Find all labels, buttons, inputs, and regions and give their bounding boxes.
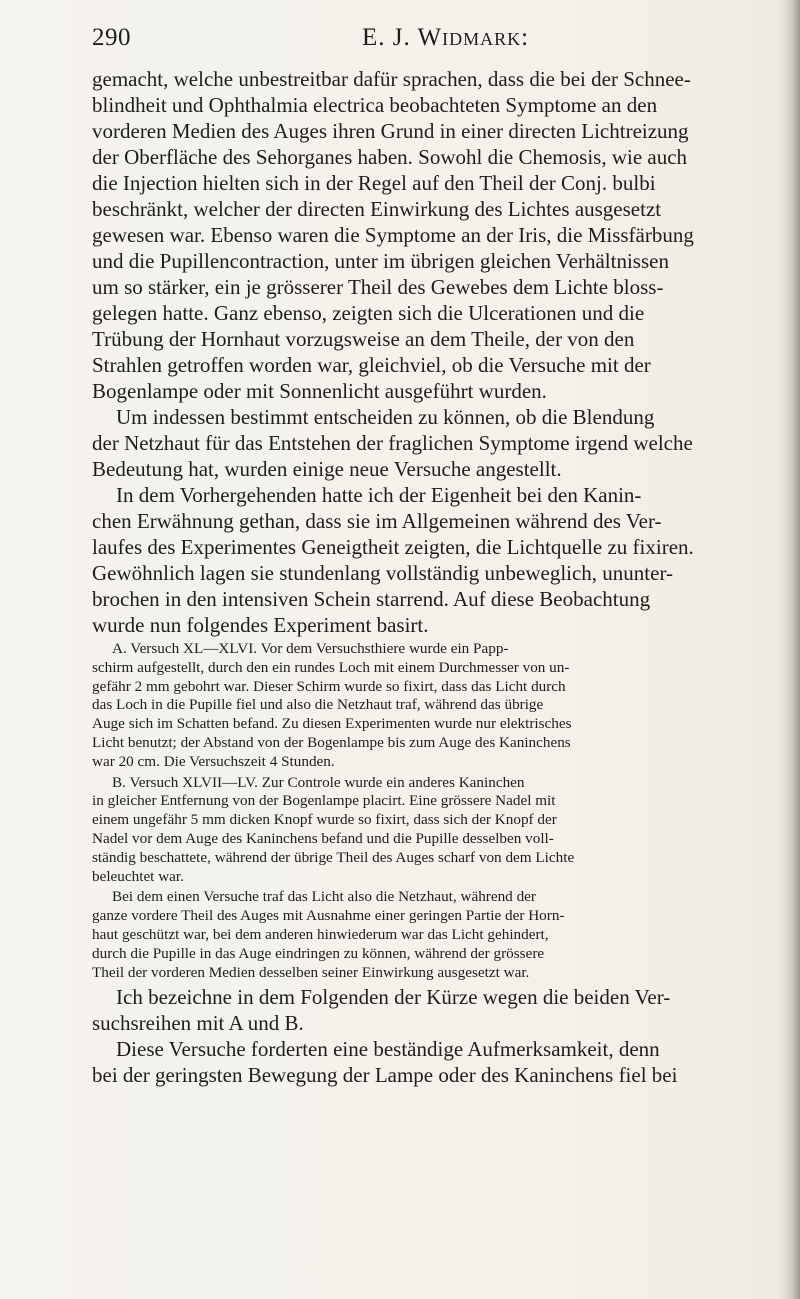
text-line: haut geschützt war, bei dem anderen hinwiederum war das Licht gehindert,	[92, 925, 549, 943]
text-line: laufes des Experimentes Geneigtheit zeigten, die Lichtquelle zu fixiren.	[92, 535, 694, 559]
text-line: beschränkt, welcher der directen Einwirkung des Lichtes ausgesetzt	[92, 197, 662, 221]
text-line: beleuchtet war.	[92, 867, 184, 885]
text-line: vorderen Medien des Auges ihren Grund in einer directen Lichtreizung	[92, 119, 689, 143]
text-line: der Netzhaut für das Entstehen der fraglichen Symptome irgend welche	[92, 431, 693, 455]
page-header	[92, 24, 722, 58]
text-line: der Oberfläche des Sehorganes haben. Sowohl die Chemosis, wie auch	[92, 145, 688, 169]
text-line: Trübung der Hornhaut vorzugsweise an dem Theile, der von den	[92, 327, 635, 351]
small-print-section-b	[92, 774, 800, 887]
text-line: wurde nun folgendes Experiment basirt.	[92, 613, 429, 637]
text-line: B. Versuch XLVII—LV. Zur Controle wurde ein anderes Kaninchen	[112, 773, 525, 791]
text-line: das Loch in die Pupille fiel und also die Netzhaut traf, während das übrige	[92, 696, 544, 714]
text-line: gemacht, welche unbestreitbar dafür sprachen, dass die bei der Schnee-	[92, 67, 691, 91]
text-line: ganze vordere Theil des Auges mit Ausnahme einer geringen Partie der Horn-	[92, 907, 565, 925]
body-text	[92, 66, 800, 1088]
text-line: bei der geringsten Bewegung der Lampe oder des Kaninchens fiel bei	[92, 1063, 678, 1088]
text-line: einem ungefähr 5 mm dicken Knopf wurde so fixirt, dass sich der Knopf der	[92, 811, 557, 829]
text-line: chen Erwähnung gethan, dass sie im Allgemeinen während des Ver-	[92, 509, 662, 533]
text-line: A. Versuch XL—XLVI. Vor dem Versuchsthiere wurde ein Papp-	[112, 640, 509, 657]
text-line: suchsreihen mit A und B.	[92, 1011, 304, 1036]
paragraph	[92, 404, 800, 482]
text-line: Bei dem einen Versuche traf das Licht also die Netzhaut, während der	[112, 888, 536, 906]
paragraph	[92, 1036, 800, 1088]
text-line: In dem Vorhergehenden hatte ich der Eigenheit bei den Kanin-	[116, 483, 642, 507]
text-line: Bedeutung hat, wurden einige neue Versuche angestellt.	[92, 457, 562, 481]
page-edge-shadow	[782, 0, 800, 1299]
text-line: Nadel vor dem Auge des Kaninchens befand und die Pupille desselben voll-	[92, 829, 554, 847]
text-line: Auge sich im Schatten befand. Zu diesen Experimenten wurde nur elektrisches	[92, 715, 572, 733]
small-print-section-c	[92, 888, 800, 982]
text-line: Gewöhnlich lagen sie stundenlang vollständig unbeweglich, ununter-	[92, 561, 674, 585]
text-line: blindheit und Ophthalmia electrica beobachteten Symptome an den	[92, 93, 658, 117]
paragraph	[92, 66, 800, 404]
text-line: Strahlen getroffen worden war, gleichviel, ob die Versuche mit der	[92, 353, 651, 377]
text-line: Bogenlampe oder mit Sonnenlicht ausgeführt wurden.	[92, 379, 547, 403]
page-number: 290	[92, 24, 131, 51]
text-line: die Injection hielten sich in der Regel auf den Theil der Conj. bulbi	[92, 171, 656, 195]
small-print-section-a	[92, 640, 800, 772]
text-line: Ich bezeichne in dem Folgenden der Kürze wegen die beiden Ver-	[116, 985, 671, 1010]
text-line: um so stärker, ein je grösserer Theil des Gewebes dem Lichte bloss-	[92, 275, 664, 299]
text-line: und die Pupillencontraction, unter im übrigen gleichen Verhältnissen	[92, 249, 669, 273]
text-line: war 20 cm. Die Versuchszeit 4 Stunden.	[92, 752, 335, 770]
paragraph	[92, 984, 800, 1036]
text-line: gewesen war. Ebenso waren die Symptome an der Iris, die Missfärbung	[92, 223, 694, 247]
text-line: in gleicher Entfernung von der Bogenlampe placirt. Eine grössere Nadel mit	[92, 792, 556, 810]
text-line: Theil der vorderen Medien desselben seiner Einwirkung ausgesetzt war.	[92, 963, 530, 981]
text-line: schirm aufgestellt, durch den ein rundes Loch mit einem Durchmesser von un-	[92, 658, 570, 676]
text-line: gefähr 2 mm gebohrt war. Dieser Schirm wurde so fixirt, dass das Licht durch	[92, 677, 566, 695]
text-line: Licht benutzt; der Abstand von der Bogenlampe bis zum Auge des Kaninchens	[92, 733, 571, 751]
text-line: brochen in den intensiven Schein starrend. Auf diese Beobachtung	[92, 587, 651, 611]
text-line: durch die Pupille in das Auge eindringen zu können, während der grössere	[92, 944, 545, 962]
text-line: Um indessen bestimmt entscheiden zu können, ob die Blendung	[116, 405, 655, 429]
text-line: ständig beschattete, während der übrige Theil des Auges scharf von dem Lichte	[92, 848, 575, 866]
text-line: gelegen hatte. Ganz ebenso, zeigten sich die Ulcerationen und die	[92, 301, 645, 325]
paragraph	[92, 482, 800, 638]
running-head: E. J. Widmark:	[362, 24, 530, 51]
text-line: Diese Versuche forderten eine beständige Aufmerksamkeit, denn	[116, 1037, 660, 1062]
